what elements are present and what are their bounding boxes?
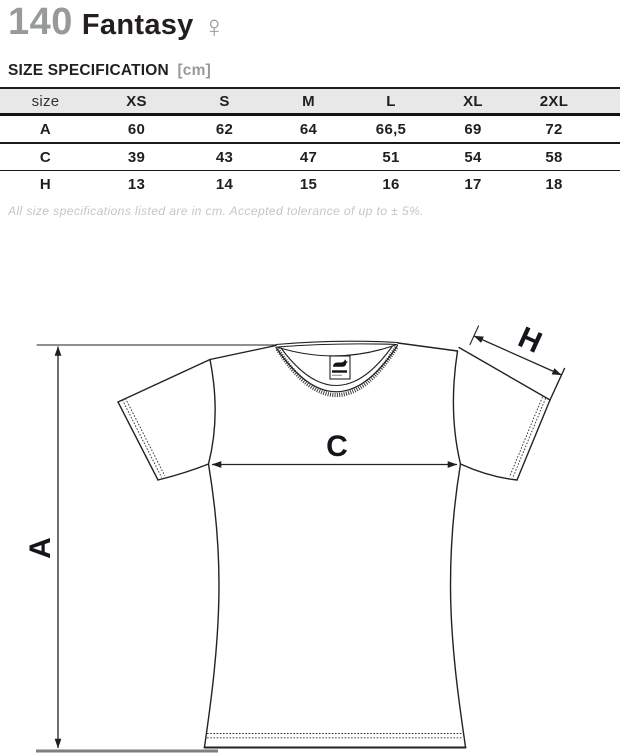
table-cell: 64 (267, 115, 350, 144)
left-sleeve-underedge (158, 464, 209, 480)
dimension-c-label: C (326, 430, 348, 463)
body-right-side (451, 464, 466, 747)
right-shoulder-seam (398, 343, 458, 351)
right-cuff-stitch (513, 398, 546, 478)
table-cell: 14 (215, 175, 234, 193)
dimension-a-label: A (24, 537, 57, 559)
table-row-c (0, 143, 620, 171)
table-cell: 51 (350, 143, 432, 171)
table-cell: 62 (182, 115, 267, 144)
table-cell: 54 (432, 143, 514, 171)
section-title-text: SIZE SPECIFICATION (8, 62, 169, 79)
column-header-size: size (0, 88, 91, 115)
dog-logo-icon (333, 359, 348, 367)
column-header-2xl: 2XL (514, 88, 620, 115)
table-cell: 72 (514, 115, 620, 144)
dimension-c (212, 430, 457, 465)
dimension-h-label: H (513, 320, 547, 360)
tolerance-footnote: All size specifications listed are in cm. Accepted tolerance of up to ± 5%. (8, 204, 424, 218)
column-header-xs: XS (91, 88, 182, 115)
left-shoulder-seam (118, 346, 276, 403)
left-cuff-stitch (125, 398, 164, 476)
right-sleeve-underedge (461, 464, 518, 480)
left-cuff-stitch (122, 400, 161, 478)
sleeve-extension-tick (470, 326, 479, 345)
row-label-c: C (0, 143, 91, 171)
table-cell: 18 (545, 175, 563, 193)
column-header-xl: XL (432, 88, 514, 115)
column-header-s: S (182, 88, 267, 115)
left-cuff-edge (118, 402, 158, 480)
size-table (0, 87, 620, 197)
page-header (8, 2, 226, 42)
table-cell: 13 (127, 175, 146, 193)
tshirt-outline (118, 341, 565, 747)
column-header-m: M (267, 88, 350, 115)
section-title (8, 62, 211, 80)
table-cell: 16 (382, 175, 400, 193)
product-name: Fantasy (81, 9, 194, 41)
tshirt-diagram (0, 300, 620, 754)
table-row-a (0, 115, 620, 144)
body-left-side (205, 464, 220, 747)
right-cuff-stitch (510, 397, 543, 477)
left-armhole-seam (209, 360, 216, 465)
row-label-a: A (0, 115, 91, 144)
table-cell: 15 (299, 175, 318, 193)
column-header-l: L (350, 88, 432, 115)
table-header-row (0, 88, 620, 115)
row-label-h: H (39, 175, 52, 193)
collar-top-inner (277, 344, 397, 347)
table-cell: 17 (464, 175, 482, 193)
table-cell: 69 (432, 115, 514, 144)
right-sleeve-top-edge (459, 348, 550, 401)
table-cell: 43 (182, 143, 267, 171)
dimension-a (24, 345, 276, 751)
product-code: 140 (8, 1, 73, 43)
table-cell: 39 (91, 143, 182, 171)
table-cell: 58 (514, 143, 620, 171)
right-armhole-seam (453, 351, 460, 464)
unit-label: [cm] (177, 62, 211, 79)
brand-tag (330, 356, 350, 379)
table-cell: 60 (91, 115, 182, 144)
collar (276, 341, 398, 395)
table-cell: 47 (267, 143, 350, 171)
table-row-h (0, 171, 620, 198)
table-cell: 66,5 (350, 115, 432, 144)
female-symbol-icon: ♀ (202, 9, 226, 44)
dimension-h (470, 321, 562, 375)
